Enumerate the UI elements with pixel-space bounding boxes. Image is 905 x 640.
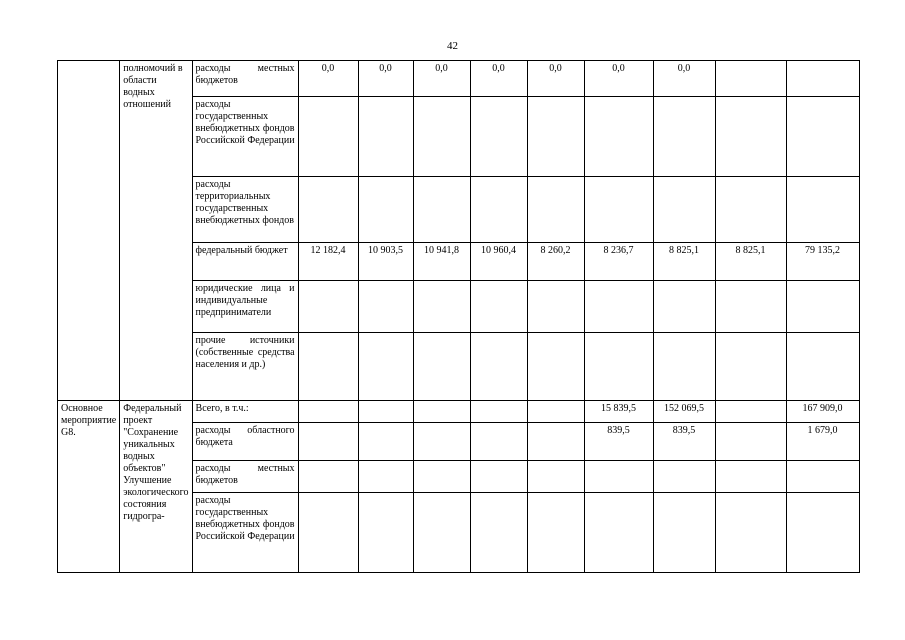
value-cell — [584, 177, 653, 243]
value-cell — [413, 423, 470, 461]
value-cell: 0,0 — [298, 61, 358, 97]
value-cell — [470, 281, 527, 333]
value-cell — [584, 461, 653, 493]
value-cell — [298, 493, 358, 573]
program-name-cell: Федеральный проект "Сохранение уникальных водных объектов" Улучшение экологического состояния гидрогра- — [120, 401, 192, 573]
value-cell — [715, 493, 786, 573]
value-cell — [715, 333, 786, 401]
value-cell — [358, 461, 413, 493]
value-cell — [298, 97, 358, 177]
funding-source-cell: расходы областного бюджета — [192, 423, 298, 461]
value-cell — [527, 493, 584, 573]
funding-source-cell: расходы государственных внебюджетных фондов Российской Федерации — [192, 493, 298, 573]
value-cell: 0,0 — [584, 61, 653, 97]
value-cell: 152 069,5 — [653, 401, 715, 423]
value-cell — [786, 61, 859, 97]
value-cell — [584, 493, 653, 573]
funding-source-cell: расходы государственных внебюджетных фондов Российской Федерации — [192, 97, 298, 177]
value-cell: 8 260,2 — [527, 243, 584, 281]
budget-table — [57, 60, 860, 573]
value-cell — [470, 423, 527, 461]
value-cell — [715, 423, 786, 461]
value-cell — [584, 333, 653, 401]
value-cell — [527, 401, 584, 423]
funding-source-cell: Всего, в т.ч.: — [192, 401, 298, 423]
value-cell — [653, 97, 715, 177]
value-cell — [653, 333, 715, 401]
value-cell — [470, 177, 527, 243]
funding-source-cell: федеральный бюджет — [192, 243, 298, 281]
value-cell — [786, 177, 859, 243]
value-cell — [786, 281, 859, 333]
value-cell — [527, 281, 584, 333]
value-cell — [358, 97, 413, 177]
value-cell — [358, 333, 413, 401]
value-cell — [413, 333, 470, 401]
value-cell: 839,5 — [584, 423, 653, 461]
value-cell — [584, 97, 653, 177]
value-cell: 8 236,7 — [584, 243, 653, 281]
value-cell — [298, 461, 358, 493]
value-cell — [786, 461, 859, 493]
value-cell: 839,5 — [653, 423, 715, 461]
funding-source-cell: расходы местных бюджетов — [192, 61, 298, 97]
value-cell: 0,0 — [358, 61, 413, 97]
value-cell — [298, 281, 358, 333]
value-cell — [358, 423, 413, 461]
funding-source-cell: прочие источники (собственные средства населения и др.) — [192, 333, 298, 401]
value-cell: 10 903,5 — [358, 243, 413, 281]
value-cell — [527, 461, 584, 493]
value-cell: 0,0 — [413, 61, 470, 97]
value-cell — [358, 401, 413, 423]
event-name-cell — [58, 61, 120, 401]
value-cell — [470, 333, 527, 401]
value-cell — [715, 61, 786, 97]
program-name-cell: полномочий в области водных отношений — [120, 61, 192, 401]
value-cell — [715, 281, 786, 333]
value-cell: 10 960,4 — [470, 243, 527, 281]
table-row — [58, 401, 860, 423]
value-cell — [786, 97, 859, 177]
value-cell — [653, 461, 715, 493]
value-cell — [715, 177, 786, 243]
value-cell — [413, 401, 470, 423]
value-cell — [715, 97, 786, 177]
value-cell: 15 839,5 — [584, 401, 653, 423]
funding-source-cell: юридические лица и индивидуальные предприниматели — [192, 281, 298, 333]
value-cell: 79 135,2 — [786, 243, 859, 281]
value-cell — [413, 177, 470, 243]
funding-source-cell: расходы территориальных государственных внебюджетных фондов — [192, 177, 298, 243]
value-cell — [358, 281, 413, 333]
funding-source-cell: расходы местных бюджетов — [192, 461, 298, 493]
table-row — [58, 61, 860, 97]
value-cell — [358, 177, 413, 243]
value-cell: 8 825,1 — [715, 243, 786, 281]
value-cell — [413, 461, 470, 493]
value-cell — [584, 281, 653, 333]
value-cell — [470, 97, 527, 177]
value-cell — [527, 97, 584, 177]
value-cell — [653, 281, 715, 333]
value-cell — [527, 423, 584, 461]
value-cell — [298, 401, 358, 423]
event-name-cell: Основное мероприятие G8. — [58, 401, 120, 573]
value-cell: 0,0 — [653, 61, 715, 97]
value-cell: 1 679,0 — [786, 423, 859, 461]
value-cell — [358, 493, 413, 573]
value-cell — [527, 333, 584, 401]
value-cell — [527, 177, 584, 243]
value-cell — [653, 177, 715, 243]
value-cell: 8 825,1 — [653, 243, 715, 281]
value-cell — [470, 461, 527, 493]
value-cell — [715, 401, 786, 423]
value-cell: 10 941,8 — [413, 243, 470, 281]
value-cell — [470, 401, 527, 423]
value-cell: 167 909,0 — [786, 401, 859, 423]
value-cell: 12 182,4 — [298, 243, 358, 281]
value-cell — [298, 333, 358, 401]
value-cell — [298, 177, 358, 243]
value-cell — [470, 493, 527, 573]
value-cell — [715, 461, 786, 493]
value-cell — [653, 493, 715, 573]
value-cell — [298, 423, 358, 461]
value-cell — [786, 493, 859, 573]
value-cell — [786, 333, 859, 401]
value-cell: 0,0 — [470, 61, 527, 97]
value-cell — [413, 97, 470, 177]
value-cell — [413, 493, 470, 573]
value-cell: 0,0 — [527, 61, 584, 97]
page-number: 42 — [447, 40, 458, 52]
value-cell — [413, 281, 470, 333]
